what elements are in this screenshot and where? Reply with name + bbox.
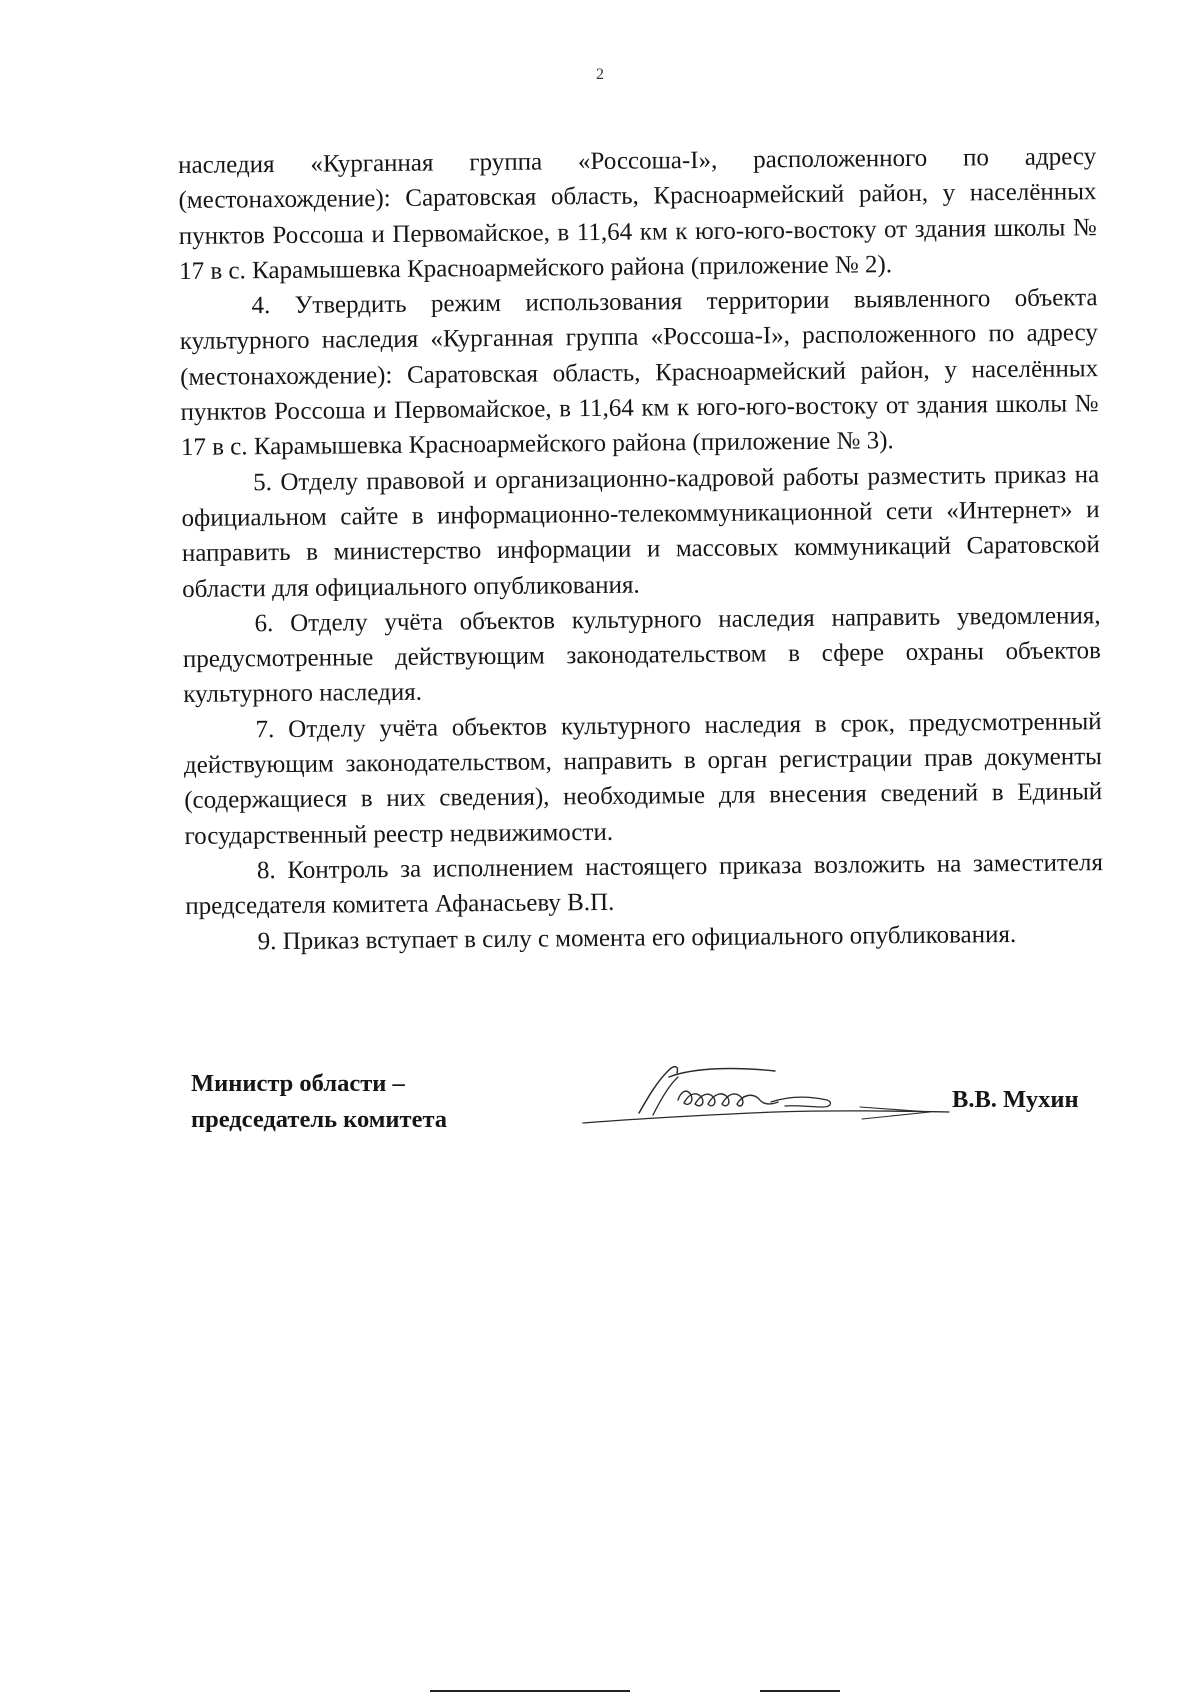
paragraph-item-7: 7. Отделу учёта объектов культурного наследия в срок, предусмотренный действующим законодательством, направить в орган регистрации прав документы (содержащиеся в них сведения), необходимые для внесения сведений в Единый государственный реестр недвижимости. [183, 707, 1103, 850]
paragraph-item-6: 6. Отделу учёта объектов культурного наследия направить уведомления, предусмотренные действующим законодательством в сфере охраны объектов культурного наследия. [182, 602, 1101, 709]
signatory-position-line-2: председатель комитета [191, 1106, 448, 1133]
paragraph-item-4: 4. Утвердить режим использования территории выявленного объекта культурного наследия «Курганная группа «Россоша-I», расположенного по адресу (местонахождение): Саратовская область, Красноармейский район, у населённых пунктов Россоша и Первомайское, в 11,64 км к юго-юго-востоку от здания школы № 17 в с. Карамышевка Красноармейского района (приложение № 3). [179, 284, 1099, 462]
signer-name: В.В. Мухин [952, 1086, 1079, 1113]
paragraph-item-5: 5. Отделу правовой и организационно-кадровой работы разместить приказ на официальном сайте в информационно-телекоммуникационной сети «Интернет» и направить в министерство информации и массовых коммуникаций Саратовской области для официального опубликования. [181, 460, 1100, 603]
handwritten-signature [575, 1055, 955, 1135]
paragraph-continuation: наследия «Курганная группа «Россоша-I», расположенного по адресу (местонахождение): Саратовская область, Красноармейский район, у населённых пунктов Россоша и Первомайское, в 11,64 км к юго-юго-востоку от здания школы № 17 в с. Карамышевка Красноармейского района (приложение № 2). [178, 143, 1097, 285]
page-number: 2 [596, 66, 604, 83]
order-body-text [178, 139, 1104, 960]
scan-edge-mark [430, 1690, 630, 1692]
paragraph-item-8: 8. Контроль за исполнением настоящего приказа возложить на заместителя председателя комитета Афанасьеву В.П. [185, 849, 1104, 921]
signatory-position [191, 1066, 447, 1138]
scan-edge-mark [760, 1690, 840, 1692]
signatory-position-line-1: Министр области – [191, 1070, 405, 1097]
paragraph-item-9: 9. Приказ вступает в силу с момента его официального опубликования. [257, 920, 1017, 955]
